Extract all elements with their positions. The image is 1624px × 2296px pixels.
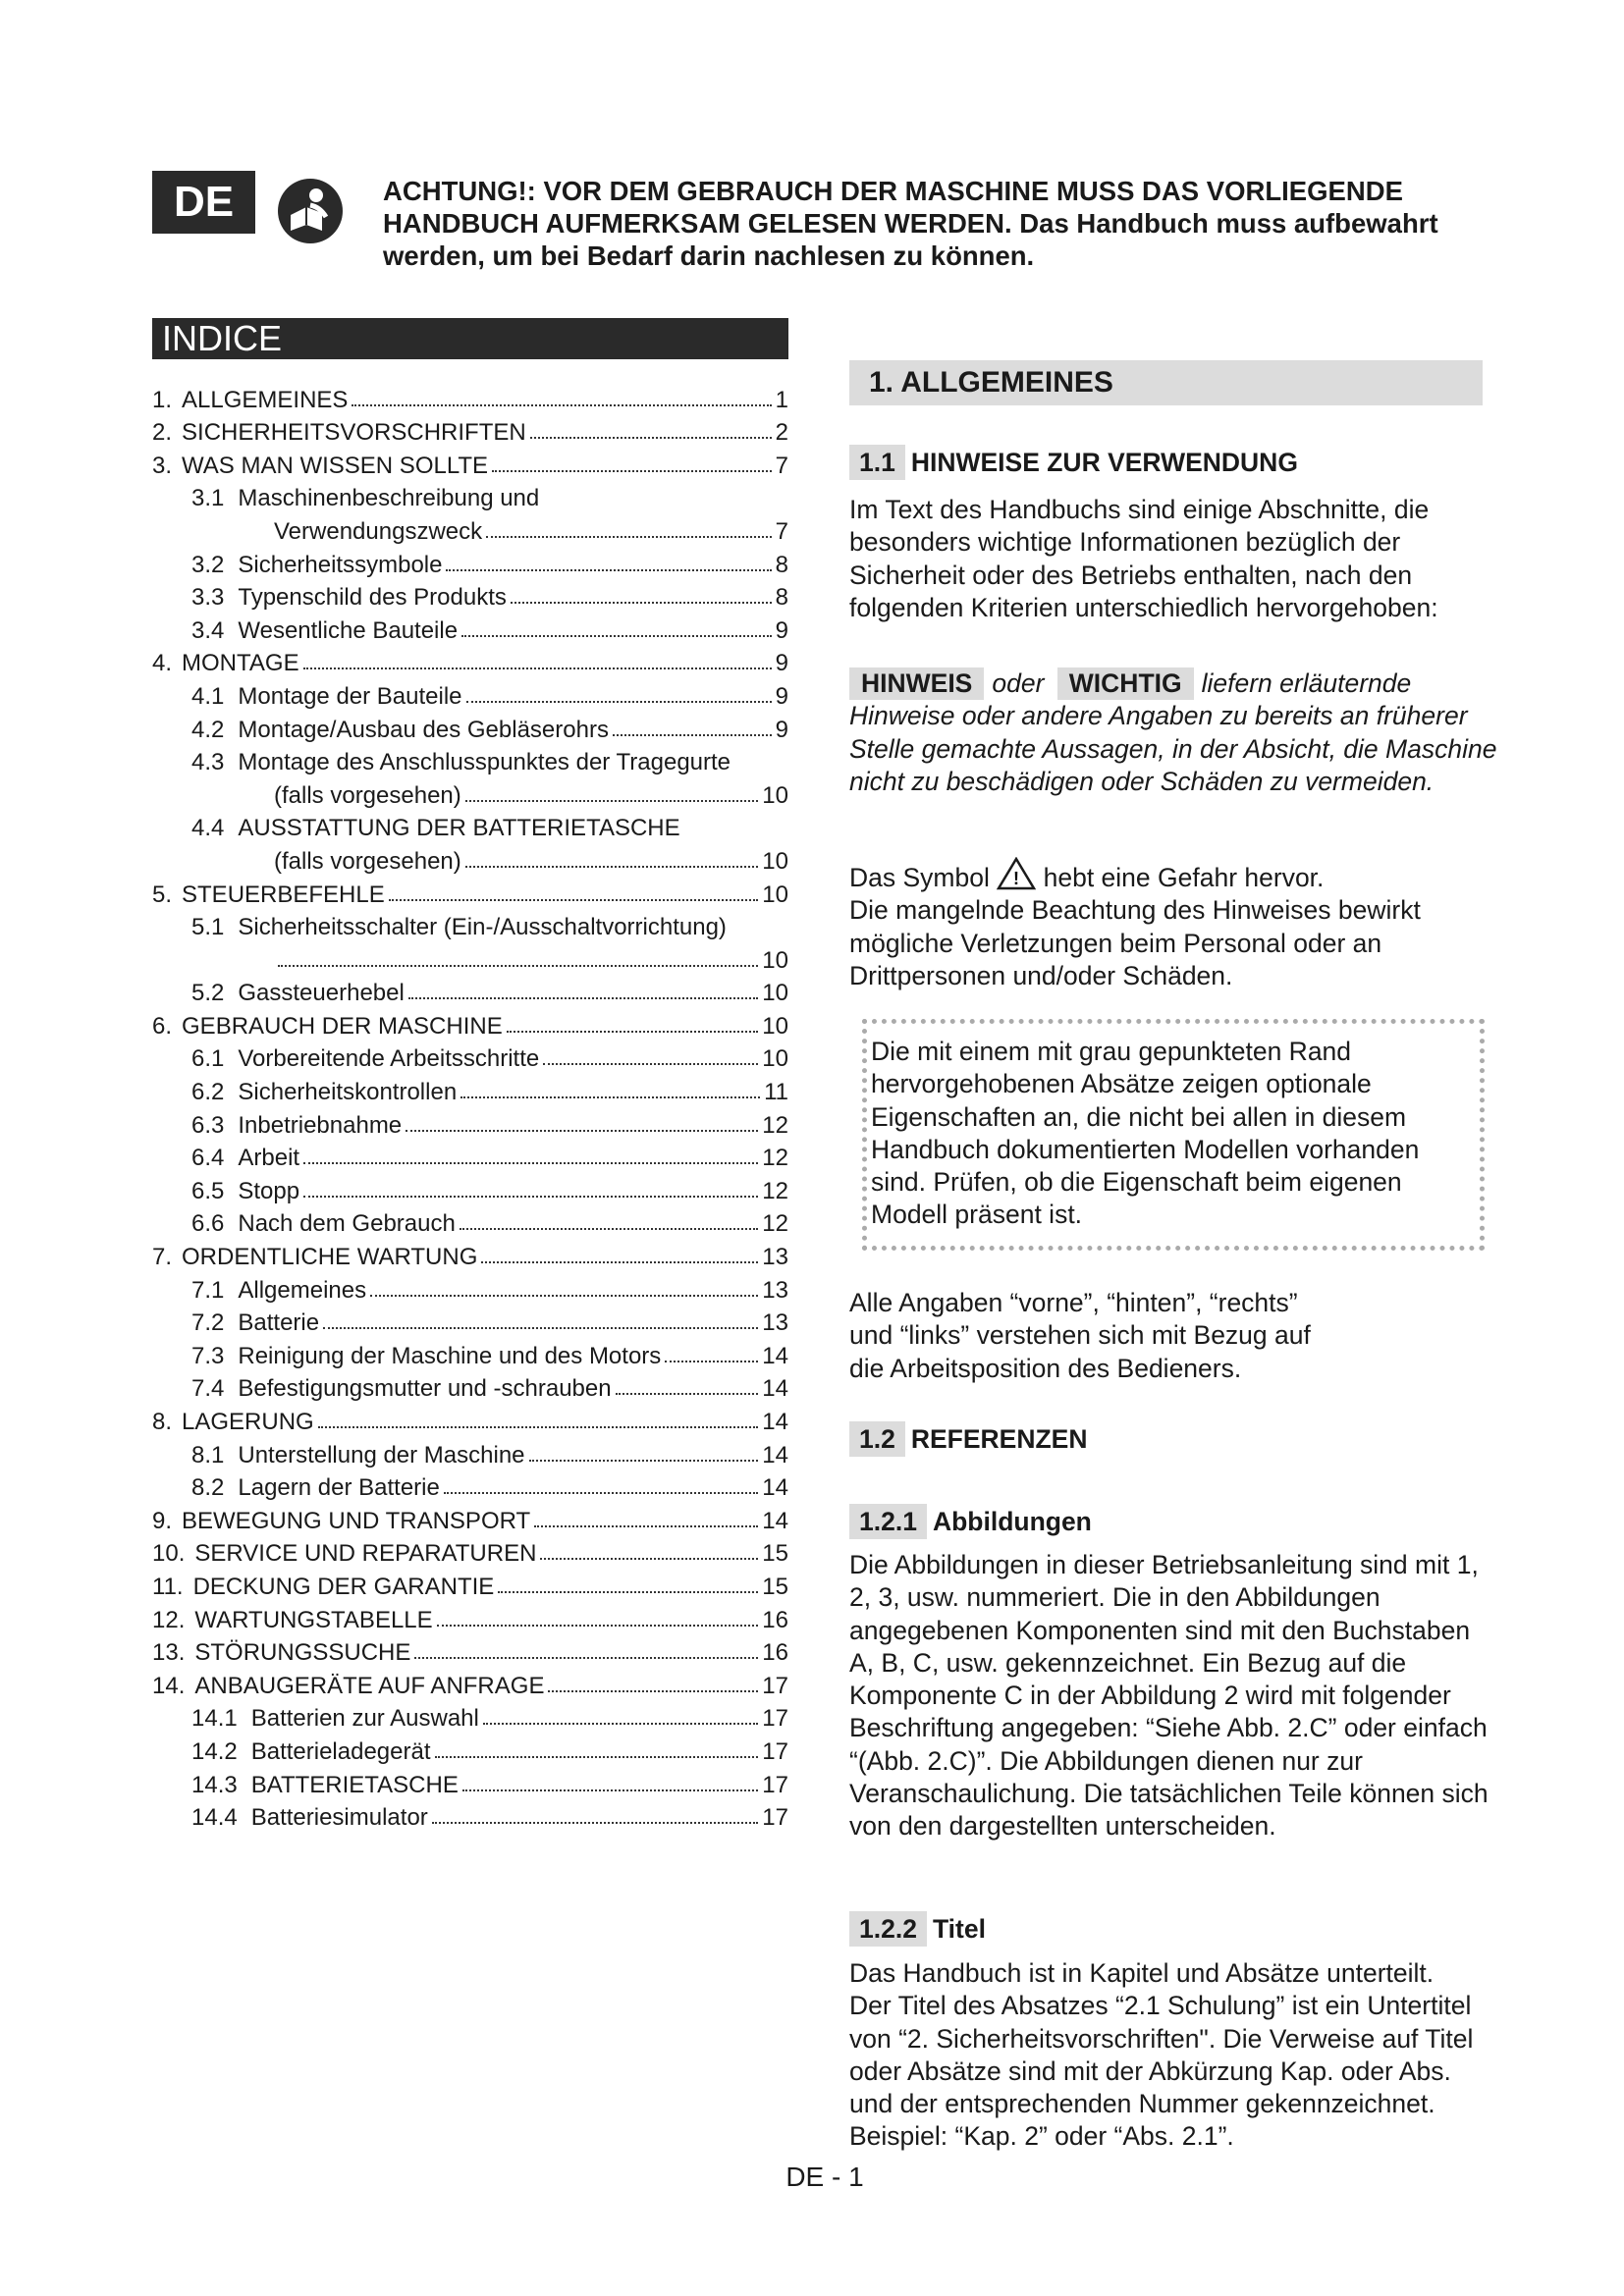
toc-entry	[152, 447, 788, 480]
toc-entry	[152, 480, 788, 513]
toc-entry-title: LAGERUNG	[182, 1409, 314, 1435]
hinweis-chip: HINWEIS	[849, 667, 984, 700]
toc-entry-page: 10	[762, 847, 788, 875]
toc-entry-number: 6.3	[191, 1111, 225, 1139]
toc-entry-number: 6.5	[191, 1177, 225, 1204]
toc-entry	[152, 876, 788, 909]
toc-leader-dots	[370, 1295, 758, 1297]
toc-entry-title: ORDENTLICHE WARTUNG	[182, 1244, 478, 1271]
toc-leader-dots	[352, 404, 771, 406]
toc-entry-title: MONTAGE	[182, 650, 299, 677]
toc-leader-dots	[303, 667, 772, 669]
toc-entry-page: 9	[775, 650, 788, 677]
toc-leader-dots	[462, 1789, 758, 1791]
subsection-title: Titel	[932, 1914, 986, 1944]
toc-entry	[152, 1172, 788, 1205]
toc-entry-number: 7.3	[191, 1342, 225, 1369]
toc-entry-page: 17	[762, 1771, 788, 1798]
toc-entry-page: 9	[775, 616, 788, 644]
toc-leader-dots	[492, 470, 772, 472]
toc-leader-dots	[540, 1558, 758, 1560]
toc-entry-title: STEUERBEFEHLE	[182, 881, 385, 908]
toc-entry	[152, 1238, 788, 1271]
toc-entry	[152, 1634, 788, 1668]
toc-entry-page: 14	[762, 1375, 788, 1403]
toc-entry	[152, 1733, 788, 1766]
toc-leader-dots	[278, 965, 758, 967]
toc-entry-title: Gassteuerhebel	[238, 980, 405, 1007]
symbol-post: hebt eine Gefahr hervor.	[1043, 863, 1325, 892]
paragraph-usage: Im Text des Handbuchs sind einige Abschnitte, die besonders wichtige Informationen bezüglich der Sicherheit oder des Betriebs enthalten, nach den folgenden Kriterien unterschiedlich hervorgehoben:	[849, 495, 1438, 622]
toc-leader-dots	[446, 569, 771, 571]
subsection-number: 1.1	[849, 445, 905, 480]
toc-entry	[152, 1205, 788, 1239]
paragraph-titles: Das Handbuch ist in Kapitel und Absätze unterteilt. Der Titel des Absatzes “2.1 Schulung” ist ein Untertitel von “2. Sicherheitsvorschriften". Die Verweise auf Titel oder Absätze sind mit der Abkürzung Kap. oder Abs. und der entsprechenden Nummer gekennzeichnet. Beispiel: “Kap. 2” oder “Abs. 2.1”.	[849, 1958, 1474, 2152]
toc-entry-number: 4.3	[191, 749, 225, 776]
toc-entry-title: WAS MAN WISSEN SOLLTE	[182, 452, 489, 479]
toc-entry-page: 8	[775, 551, 788, 578]
toc-entry-page: 15	[762, 1573, 788, 1600]
toc-entry-number: 8.1	[191, 1441, 225, 1468]
toc-entry-title: (falls vorgesehen)	[274, 781, 461, 809]
toc-entry-title: Sicherheitskontrollen	[238, 1079, 458, 1106]
toc-leader-dots	[483, 1723, 758, 1725]
toc-entry-page: 7	[775, 517, 788, 545]
toc-entry	[152, 1568, 788, 1601]
hinweis-text: erläuternde Hinweise oder andere Angaben zu bereits an früherer Stelle gemachte Aussagen, in der Absicht, die Maschine nicht zu beschädigen oder Schäden zu vermeiden.	[849, 668, 1497, 796]
toc-entry-title: Verwendungszweck	[274, 517, 483, 545]
toc-entry-title: Befestigungsmutter und -schrauben	[238, 1375, 612, 1403]
toc-entry-number: 3.1	[191, 485, 225, 512]
toc-entry	[152, 1502, 788, 1535]
toc-title: INDICE	[152, 318, 788, 359]
toc-leader-dots	[437, 1625, 759, 1627]
toc-entry-page: 12	[762, 1111, 788, 1139]
toc-entry-page: 17	[762, 1737, 788, 1765]
toc-entry	[152, 1041, 788, 1074]
toc-leader-dots	[548, 1690, 758, 1692]
toc-entry-title: Batteriesimulator	[250, 1804, 428, 1832]
toc-entry-title: Stopp	[238, 1177, 300, 1204]
toc-entry-title: SICHERHEITSVORSCHRIFTEN	[182, 419, 526, 447]
paragraph-figures: Die Abbildungen in dieser Betriebsanleitung sind mit 1, 2, 3, usw. nummeriert. Die in den Abbildungen angegebenen Komponenten sind mit den Buchstaben A, B, C, usw. gekennzeichnet. Ein Bezug auf die Komponente C in der Abbildung 2 wird mit folgender Beschriftung angegeben: “Siehe Abb. 2.C” oder einfach “(Abb. 2.C)”. Die Abbildungen dienen nur zur Veranschaulichung. Die tatsächlichen Teile können sich von den dargestellten unterscheiden.	[849, 1550, 1489, 1842]
toc-entry	[152, 1106, 788, 1140]
toc-entry	[152, 1601, 788, 1634]
toc-entry-title: Montage der Bauteile	[238, 682, 462, 710]
toc-entry-page: 16	[762, 1606, 788, 1633]
toc-entry-page: 12	[762, 1177, 788, 1204]
toc-leader-dots	[432, 1822, 759, 1824]
toc-entry-number: 6.6	[191, 1210, 225, 1238]
paragraph-symbol	[849, 857, 1497, 992]
toc-leader-dots	[498, 1591, 758, 1593]
toc-leader-dots	[303, 1196, 758, 1198]
toc-entry-number: 5.1	[191, 914, 225, 941]
toc-leader-dots	[511, 602, 772, 604]
toc-entry-title: Montage des Anschlusspunktes der Tragegurte	[238, 749, 731, 776]
toc-entry-page: 7	[775, 452, 788, 479]
toc-entry-page: 14	[762, 1342, 788, 1369]
toc-entry-number: 4.4	[191, 815, 225, 842]
toc-entry-title: Typenschild des Produkts	[238, 584, 507, 612]
toc-entry	[152, 1667, 788, 1700]
toc-entry-number: 8.2	[191, 1474, 225, 1502]
toc-entry-page: 12	[762, 1145, 788, 1172]
section-title: 1. ALLGEMEINES	[849, 360, 1483, 405]
toc-entry-title: Batterieladegerät	[250, 1737, 431, 1765]
toc-leader-dots	[529, 1460, 759, 1462]
toc-entry-page: 14	[762, 1409, 788, 1435]
toc-entry-number: 7.1	[191, 1276, 225, 1304]
toc-entry-page: 10	[762, 1045, 788, 1073]
toc-entry-number: 3.	[152, 452, 173, 479]
toc-entry-page: 2	[775, 419, 788, 447]
toc-entry-page: 9	[775, 716, 788, 743]
toc-entry-page: 15	[762, 1540, 788, 1568]
toc-entry-number: 6.	[152, 1012, 173, 1040]
subsection-number: 1.2	[849, 1421, 905, 1457]
toc-entry	[152, 1271, 788, 1305]
toc-entry-title: DECKUNG DER GARANTIE	[192, 1573, 495, 1600]
toc-entry-number: 2.	[152, 419, 173, 447]
toc-leader-dots	[435, 1756, 759, 1758]
toc-entry	[152, 842, 788, 876]
toc-entry	[152, 612, 788, 645]
toc-entry-title: Batterie	[238, 1309, 320, 1337]
toc-entry-title: Inbetriebnahme	[238, 1111, 403, 1139]
toc-entry-number: 9.	[152, 1507, 173, 1534]
toc-entry-number: 11.	[152, 1573, 184, 1600]
toc-entry-title: Reinigung der Maschine und des Motors	[238, 1342, 662, 1369]
toc-entry-page: 10	[762, 1012, 788, 1040]
toc-entry-number: 14.	[152, 1672, 186, 1699]
toc-entry-page: 14	[762, 1441, 788, 1468]
toc-entry	[152, 512, 788, 546]
toc-entry	[152, 776, 788, 810]
toc-entry-title: Sicherheitsschalter (Ein-/Ausschaltvorrichtung)	[238, 914, 727, 941]
toc-entry-title: Nach dem Gebrauch	[238, 1210, 456, 1238]
toc-entry-page: 11	[764, 1079, 788, 1106]
toc-leader-dots	[466, 701, 772, 703]
toc-entry-number: 4.	[152, 650, 173, 677]
toc-entry	[152, 1766, 788, 1799]
symbol-text: Die mangelnde Beachtung des Hinweises bewirkt mögliche Verletzungen beim Personal oder an Drittpersonen und/oder Schäden.	[849, 895, 1421, 990]
toc-entry-number: 8.	[152, 1409, 173, 1435]
toc-entry	[152, 1403, 788, 1436]
toc-entry	[152, 1337, 788, 1370]
language-badge: DE	[152, 171, 255, 234]
toc-entry	[152, 1073, 788, 1106]
toc-entry-title: ALLGEMEINES	[182, 386, 349, 413]
toc-entry-title: BATTERIETASCHE	[250, 1771, 459, 1798]
toc-entry-page: 16	[762, 1639, 788, 1667]
toc-entry	[152, 1700, 788, 1734]
toc-leader-dots	[665, 1361, 758, 1362]
toc-entry-page: 17	[762, 1672, 788, 1699]
toc-entry-title: Montage/Ausbau des Gebläserohrs	[238, 716, 609, 743]
toc-leader-dots	[616, 1393, 759, 1395]
toc-entry-title: BEWEGUNG UND TRANSPORT	[182, 1507, 531, 1534]
toc-entry-page: 10	[762, 980, 788, 1007]
toc-leader-dots	[323, 1327, 758, 1329]
toc-entry-title: WARTUNGSTABELLE	[194, 1606, 433, 1633]
toc-leader-dots	[481, 1261, 758, 1263]
toc-entry	[152, 744, 788, 777]
toc-entry	[152, 1140, 788, 1173]
toc-entry-number: 7.2	[191, 1309, 225, 1337]
toc-entry-title: GEBRAUCH DER MASCHINE	[182, 1012, 503, 1040]
subsection-number: 1.2.1	[849, 1504, 927, 1539]
page-number: DE - 1	[785, 2162, 864, 2192]
toc-entry-title: Allgemeines	[238, 1276, 367, 1304]
toc-entry-title: Lagern der Batterie	[238, 1474, 440, 1502]
toc-entry-page: 17	[762, 1705, 788, 1733]
toc-entry-number: 4.2	[191, 716, 225, 743]
toc-entry-page: 1	[775, 386, 788, 413]
toc-entry-title: Unterstellung der Maschine	[238, 1441, 525, 1468]
toc-entry-page: 9	[775, 682, 788, 710]
toc-leader-dots	[414, 1657, 758, 1659]
toc-entry-page: 12	[762, 1210, 788, 1238]
toc-entry-number: 4.1	[191, 682, 225, 710]
toc-entry-number: 10.	[152, 1540, 186, 1568]
warning-triangle-icon	[997, 857, 1036, 890]
toc-leader-dots	[444, 1492, 758, 1494]
toc-entry-page: 17	[762, 1804, 788, 1832]
toc-entry-page: 14	[762, 1507, 788, 1534]
toc-entry-number: 6.4	[191, 1145, 225, 1172]
toc-entry-title: STÖRUNGSSUCHE	[194, 1639, 411, 1667]
toc-entry-page: 8	[775, 584, 788, 612]
subsection-number: 1.2.2	[849, 1911, 927, 1947]
toc-entry-title: Batterien zur Auswahl	[250, 1705, 479, 1733]
toc-entry-number: 14.4	[191, 1804, 238, 1832]
toc-entry-title: ANBAUGERÄTE AUF ANFRAGE	[194, 1672, 545, 1699]
toc-leader-dots	[389, 899, 759, 901]
toc-entry	[152, 579, 788, 613]
toc-entry-number: 7.	[152, 1244, 173, 1271]
toc-entry	[152, 645, 788, 678]
toc-entry-number: 14.2	[191, 1737, 238, 1765]
toc-entry	[152, 909, 788, 942]
toc-leader-dots	[408, 997, 758, 999]
toc-entry-page: 14	[762, 1474, 788, 1502]
toc-leader-dots	[460, 1228, 758, 1230]
toc-entry	[152, 1007, 788, 1041]
wichtig-chip: WICHTIG	[1057, 667, 1194, 700]
toc-entry-title: (falls vorgesehen)	[274, 847, 461, 875]
table-of-contents	[152, 381, 788, 1832]
toc-leader-dots	[406, 1130, 758, 1132]
toc-entry-number: 14.1	[191, 1705, 238, 1733]
toc-entry	[152, 941, 788, 975]
warning-text: ACHTUNG!: VOR DEM GEBRAUCH DER MASCHINE MUSS DAS VORLIEGENDE HANDBUCH AUFMERKSAM GELESEN WERDEN. Das Handbuch muss aufbewahrt werden, um bei Bedarf darin nachlesen zu können.	[383, 176, 1438, 271]
toc-entry	[152, 810, 788, 843]
toc-entry-number: 3.3	[191, 584, 225, 612]
toc-entry-page: 10	[762, 946, 788, 974]
paragraph-position: Alle Angaben “vorne”, “hinten”, “rechts” und “links” verstehen sich mit Bezug auf die Arbeitsposition des Bedieners.	[849, 1288, 1311, 1383]
toc-entry-number: 5.	[152, 881, 173, 908]
toc-entry-number: 1.	[152, 386, 173, 413]
toc-leader-dots	[461, 635, 772, 637]
toc-entry-number: 3.4	[191, 616, 225, 644]
subsection-title: Abbildungen	[932, 1507, 1092, 1536]
toc-entry	[152, 414, 788, 448]
toc-entry-page: 10	[762, 881, 788, 908]
subsection-title: REFERENZEN	[910, 1424, 1088, 1454]
toc-entry	[152, 1305, 788, 1338]
toc-entry-title: Sicherheitssymbole	[238, 551, 443, 578]
toc-leader-dots	[530, 437, 772, 439]
toc-entry	[152, 677, 788, 711]
toc-entry	[152, 546, 788, 579]
toc-leader-dots	[465, 800, 759, 802]
toc-entry-number: 13.	[152, 1639, 186, 1667]
toc-entry	[152, 1469, 788, 1503]
read-manual-icon	[277, 178, 344, 244]
toc-leader-dots	[507, 1031, 759, 1033]
toc-entry	[152, 711, 788, 744]
hinweis-start: liefern	[1201, 668, 1272, 698]
toc-entry-number: 12.	[152, 1606, 186, 1633]
subsection-heading-1-2	[849, 1421, 1087, 1457]
toc-entry-title: Maschinenbeschreibung und	[238, 485, 540, 512]
toc-entry-page: 13	[762, 1309, 788, 1337]
toc-entry-page: 10	[762, 781, 788, 809]
subsection-heading-1-2-1	[849, 1504, 1092, 1539]
toc-entry-number: 14.3	[191, 1771, 238, 1798]
toc-entry-number: 7.4	[191, 1375, 225, 1403]
toc-entry-number: 6.2	[191, 1079, 225, 1106]
toc-leader-dots	[486, 536, 772, 538]
toc-leader-dots	[613, 734, 772, 736]
symbol-pre: Das Symbol	[849, 863, 990, 892]
svg-text:!: !	[1013, 869, 1020, 888]
toc-leader-dots	[465, 866, 759, 868]
toc-entry-number: 5.2	[191, 980, 225, 1007]
toc-entry-page: 13	[762, 1244, 788, 1271]
toc-entry-number: 6.1	[191, 1045, 225, 1073]
toc-entry-page: 13	[762, 1276, 788, 1304]
paragraph-optional: Die mit einem mit grau gepunkteten Rand hervorgehobenen Absätze zeigen optionale Eigenschaften an, die nicht bei allen in diesem Handbuch dokumentierten Modellen vorhanden sind. Prüfen, ob die Eigenschaft beim eigenen Modell präsent ist.	[871, 1037, 1420, 1230]
toc-leader-dots	[460, 1096, 760, 1098]
toc-leader-dots	[543, 1063, 758, 1065]
subsection-heading-1-2-2	[849, 1911, 986, 1947]
toc-entry	[152, 1436, 788, 1469]
subsection-title: HINWEISE ZUR VERWENDUNG	[910, 448, 1298, 477]
toc-entry-title: Arbeit	[238, 1145, 300, 1172]
toc-entry	[152, 1370, 788, 1404]
toc-entry-number: 3.2	[191, 551, 225, 578]
toc-entry	[152, 975, 788, 1008]
toc-leader-dots	[303, 1162, 758, 1164]
toc-entry-title: AUSSTATTUNG DER BATTERIETASCHE	[238, 815, 680, 842]
toc-entry	[152, 1535, 788, 1569]
subsection-heading-1-1	[849, 445, 1298, 480]
toc-leader-dots	[534, 1525, 758, 1527]
toc-entry-title: SERVICE UND REPARATUREN	[194, 1540, 537, 1568]
toc-entry	[152, 381, 788, 414]
toc-entry-title: Wesentliche Bauteile	[238, 616, 459, 644]
oder-word: oder	[992, 668, 1045, 698]
toc-entry	[152, 1799, 788, 1833]
toc-leader-dots	[318, 1426, 759, 1428]
toc-entry-title: Vorbereitende Arbeitsschritte	[238, 1045, 540, 1073]
paragraph-hinweis	[849, 667, 1497, 798]
